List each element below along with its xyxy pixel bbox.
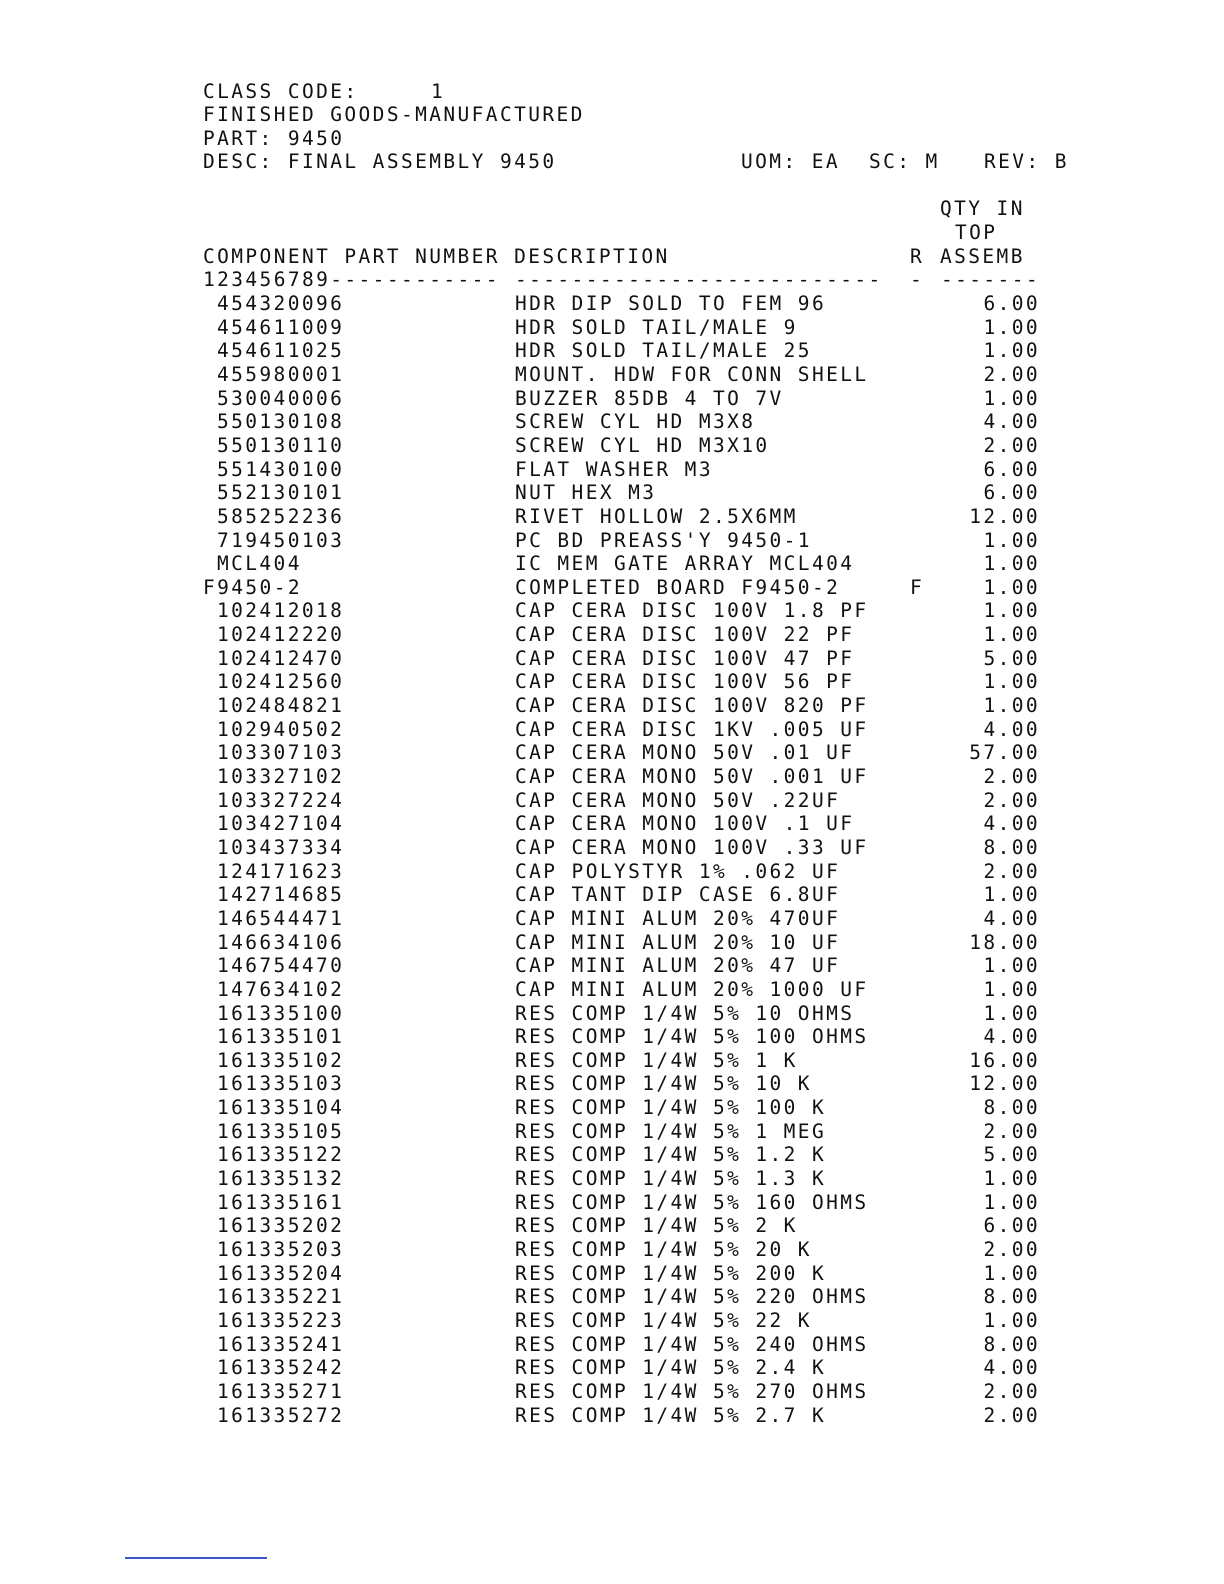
- row-quantity: 1.00: [983, 387, 1040, 410]
- row-quantity: 4.00: [983, 1025, 1040, 1048]
- row-part-number: 103307103: [217, 741, 345, 764]
- class-code-value: 1: [431, 80, 446, 103]
- row-description: HDR DIP SOLD TO FEM 96: [515, 292, 827, 315]
- row-description: RES COMP 1/4W 5% 1.2 K: [515, 1143, 827, 1166]
- uom-field: UOM: EA: [741, 150, 840, 173]
- row-description: CAP CERA DISC 100V 56 PF: [515, 670, 855, 693]
- row-description: RES COMP 1/4W 5% 220 OHMS: [515, 1285, 869, 1308]
- row-description: RES COMP 1/4W 5% 2.4 K: [515, 1356, 827, 1379]
- component-description-header: COMPONENT PART NUMBER DESCRIPTION: [203, 245, 670, 268]
- sc-field: SC: M: [869, 150, 940, 173]
- row-quantity: 8.00: [983, 1096, 1040, 1119]
- qty-header-line3: ASSEMB: [940, 245, 1025, 268]
- row-part-number: 103437334: [217, 836, 345, 859]
- row-r-flag: F: [910, 576, 925, 599]
- row-part-number: 454611009: [217, 316, 345, 339]
- column-rule-left: 123456789------------: [203, 268, 500, 291]
- row-part-number: 530040006: [217, 387, 345, 410]
- row-part-number: 146634106: [217, 931, 345, 954]
- row-quantity: 8.00: [983, 1285, 1040, 1308]
- row-quantity: 4.00: [983, 907, 1040, 930]
- row-part-number: 719450103: [217, 529, 345, 552]
- row-quantity: 1.00: [983, 576, 1040, 599]
- row-part-number: 551430100: [217, 458, 345, 481]
- row-description: CAP CERA MONO 50V .01 UF: [515, 741, 855, 764]
- row-part-number: 102484821: [217, 694, 345, 717]
- row-quantity: 4.00: [983, 410, 1040, 433]
- row-description: CAP MINI ALUM 20% 1000 UF: [515, 978, 869, 1001]
- row-part-number: 161335271: [217, 1380, 345, 1403]
- row-description: CAP MINI ALUM 20% 47 UF: [515, 954, 841, 977]
- row-description: RES COMP 1/4W 5% 2 K: [515, 1214, 798, 1237]
- row-description: SCREW CYL HD M3X8: [515, 410, 756, 433]
- row-quantity: 6.00: [983, 292, 1040, 315]
- row-quantity: 4.00: [983, 812, 1040, 835]
- row-description: RES COMP 1/4W 5% 10 K: [515, 1072, 812, 1095]
- row-part-number: 124171623: [217, 860, 345, 883]
- row-description: CAP POLYSTYR 1% .062 UF: [515, 860, 841, 883]
- row-part-number: 454320096: [217, 292, 345, 315]
- row-description: CAP CERA DISC 100V 47 PF: [515, 647, 855, 670]
- row-description: RES COMP 1/4W 5% 22 K: [515, 1309, 812, 1332]
- row-part-number: 102940502: [217, 718, 345, 741]
- column-rule-desc: --------------------------: [515, 268, 883, 291]
- row-quantity: 2.00: [983, 860, 1040, 883]
- row-part-number: 102412560: [217, 670, 345, 693]
- column-rule-qty: -------: [941, 268, 1040, 291]
- row-quantity: 4.00: [983, 1356, 1040, 1379]
- row-description: RES COMP 1/4W 5% 1 MEG: [515, 1120, 827, 1143]
- row-description: CAP CERA MONO 100V .33 UF: [515, 836, 869, 859]
- row-description: PC BD PREASS'Y 9450-1: [515, 529, 812, 552]
- row-description: RES COMP 1/4W 5% 1 K: [515, 1049, 798, 1072]
- row-quantity: 2.00: [983, 1120, 1040, 1143]
- row-description: RES COMP 1/4W 5% 100 OHMS: [515, 1025, 869, 1048]
- row-description: CAP MINI ALUM 20% 470UF: [515, 907, 841, 930]
- row-description: HDR SOLD TAIL/MALE 9: [515, 316, 798, 339]
- row-description: RES COMP 1/4W 5% 10 OHMS: [515, 1002, 855, 1025]
- row-quantity: 1.00: [983, 1002, 1040, 1025]
- row-quantity: 1.00: [983, 529, 1040, 552]
- row-description: NUT HEX M3: [515, 481, 657, 504]
- row-part-number: 585252236: [217, 505, 345, 528]
- row-description: CAP MINI ALUM 20% 10 UF: [515, 931, 841, 954]
- row-quantity: 1.00: [983, 670, 1040, 693]
- row-description: CAP CERA DISC 100V 1.8 PF: [515, 599, 869, 622]
- row-description: HDR SOLD TAIL/MALE 25: [515, 339, 812, 362]
- row-quantity: 8.00: [983, 1333, 1040, 1356]
- row-description: CAP CERA MONO 50V .22UF: [515, 789, 841, 812]
- row-part-number: 161335105: [217, 1120, 345, 1143]
- row-quantity: 6.00: [983, 1214, 1040, 1237]
- bottom-rule: [125, 1557, 267, 1559]
- row-quantity: 18.00: [969, 931, 1040, 954]
- row-quantity: 5.00: [983, 647, 1040, 670]
- row-description: FLAT WASHER M3: [515, 458, 713, 481]
- row-quantity: 2.00: [983, 1404, 1040, 1427]
- row-part-number: 161335101: [217, 1025, 345, 1048]
- row-part-number: 146544471: [217, 907, 345, 930]
- row-description: CAP TANT DIP CASE 6.8UF: [515, 883, 841, 906]
- row-part-number: 142714685: [217, 883, 345, 906]
- row-quantity: 1.00: [983, 552, 1040, 575]
- r-header: R: [910, 245, 925, 268]
- row-quantity: 6.00: [983, 481, 1040, 504]
- row-part-number: 103427104: [217, 812, 345, 835]
- row-quantity: 2.00: [983, 1380, 1040, 1403]
- row-part-number: 550130110: [217, 434, 345, 457]
- row-description: RIVET HOLLOW 2.5X6MM: [515, 505, 798, 528]
- row-description: RES COMP 1/4W 5% 20 K: [515, 1238, 812, 1261]
- row-quantity: 1.00: [983, 599, 1040, 622]
- row-quantity: 1.00: [983, 1191, 1040, 1214]
- row-quantity: 1.00: [983, 339, 1040, 362]
- row-part-number: 161335102: [217, 1049, 345, 1072]
- row-description: CAP CERA MONO 100V .1 UF: [515, 812, 855, 835]
- row-description: CAP CERA DISC 100V 22 PF: [515, 623, 855, 646]
- row-quantity: 1.00: [983, 978, 1040, 1001]
- row-quantity: 1.00: [983, 1309, 1040, 1332]
- row-part-number: 161335161: [217, 1191, 345, 1214]
- row-part-number: 161335242: [217, 1356, 345, 1379]
- row-description: MOUNT. HDW FOR CONN SHELL: [515, 363, 869, 386]
- row-description: CAP CERA DISC 1KV .005 UF: [515, 718, 869, 741]
- row-description: RES COMP 1/4W 5% 1.3 K: [515, 1167, 827, 1190]
- part-description: DESC: FINAL ASSEMBLY 9450: [203, 150, 557, 173]
- row-quantity: 1.00: [983, 623, 1040, 646]
- part-number: PART: 9450: [203, 127, 345, 150]
- row-quantity: 2.00: [983, 1238, 1040, 1261]
- class-name: FINISHED GOODS-MANUFACTURED: [203, 103, 585, 126]
- row-description: CAP CERA DISC 100V 820 PF: [515, 694, 869, 717]
- row-quantity: 6.00: [983, 458, 1040, 481]
- row-quantity: 8.00: [983, 836, 1040, 859]
- row-description: COMPLETED BOARD F9450-2: [515, 576, 841, 599]
- row-quantity: 1.00: [983, 954, 1040, 977]
- class-code-label: CLASS CODE:: [203, 80, 359, 103]
- row-part-number: 161335241: [217, 1333, 345, 1356]
- row-quantity: 12.00: [969, 505, 1040, 528]
- row-part-number: 454611025: [217, 339, 345, 362]
- row-part-number: 102412018: [217, 599, 345, 622]
- row-quantity: 2.00: [983, 434, 1040, 457]
- row-quantity: 2.00: [983, 363, 1040, 386]
- row-quantity: 1.00: [983, 883, 1040, 906]
- row-part-number: 147634102: [217, 978, 345, 1001]
- row-part-number: 161335103: [217, 1072, 345, 1095]
- row-quantity: 5.00: [983, 1143, 1040, 1166]
- row-part-number: 103327224: [217, 789, 345, 812]
- row-description: RES COMP 1/4W 5% 160 OHMS: [515, 1191, 869, 1214]
- row-quantity: 1.00: [983, 1167, 1040, 1190]
- column-rule-r: -: [910, 268, 925, 291]
- row-description: RES COMP 1/4W 5% 270 OHMS: [515, 1380, 869, 1403]
- row-description: SCREW CYL HD M3X10: [515, 434, 770, 457]
- row-description: RES COMP 1/4W 5% 200 K: [515, 1262, 827, 1285]
- row-description: RES COMP 1/4W 5% 240 OHMS: [515, 1333, 869, 1356]
- row-description: IC MEM GATE ARRAY MCL404: [515, 552, 855, 575]
- qty-header-line1: QTY IN: [940, 197, 1025, 220]
- row-quantity: 1.00: [983, 316, 1040, 339]
- row-part-number: 455980001: [217, 363, 345, 386]
- row-quantity: 4.00: [983, 718, 1040, 741]
- row-part-number: F9450-2: [203, 576, 302, 599]
- row-part-number: 102412220: [217, 623, 345, 646]
- row-quantity: 12.00: [969, 1072, 1040, 1095]
- row-description: RES COMP 1/4W 5% 2.7 K: [515, 1404, 827, 1427]
- row-quantity: 2.00: [983, 765, 1040, 788]
- row-quantity: 16.00: [969, 1049, 1040, 1072]
- row-description: CAP CERA MONO 50V .001 UF: [515, 765, 869, 788]
- row-part-number: 102412470: [217, 647, 345, 670]
- row-part-number: 161335100: [217, 1002, 345, 1025]
- row-part-number: 161335122: [217, 1143, 345, 1166]
- row-quantity: 2.00: [983, 789, 1040, 812]
- row-quantity: 1.00: [983, 694, 1040, 717]
- row-part-number: 161335132: [217, 1167, 345, 1190]
- row-part-number: 161335223: [217, 1309, 345, 1332]
- row-description: BUZZER 85DB 4 TO 7V: [515, 387, 784, 410]
- row-part-number: 552130101: [217, 481, 345, 504]
- row-part-number: 161335202: [217, 1214, 345, 1237]
- row-part-number: 103327102: [217, 765, 345, 788]
- qty-header-line2: TOP: [955, 221, 998, 244]
- row-part-number: 146754470: [217, 954, 345, 977]
- row-part-number: 161335104: [217, 1096, 345, 1119]
- row-part-number: 161335203: [217, 1238, 345, 1261]
- row-quantity: 57.00: [969, 741, 1040, 764]
- rev-field: REV: B: [984, 150, 1069, 173]
- row-description: RES COMP 1/4W 5% 100 K: [515, 1096, 827, 1119]
- row-quantity: 1.00: [983, 1262, 1040, 1285]
- row-part-number: MCL404: [217, 552, 302, 575]
- row-part-number: 161335204: [217, 1262, 345, 1285]
- row-part-number: 161335221: [217, 1285, 345, 1308]
- row-part-number: 550130108: [217, 410, 345, 433]
- row-part-number: 161335272: [217, 1404, 345, 1427]
